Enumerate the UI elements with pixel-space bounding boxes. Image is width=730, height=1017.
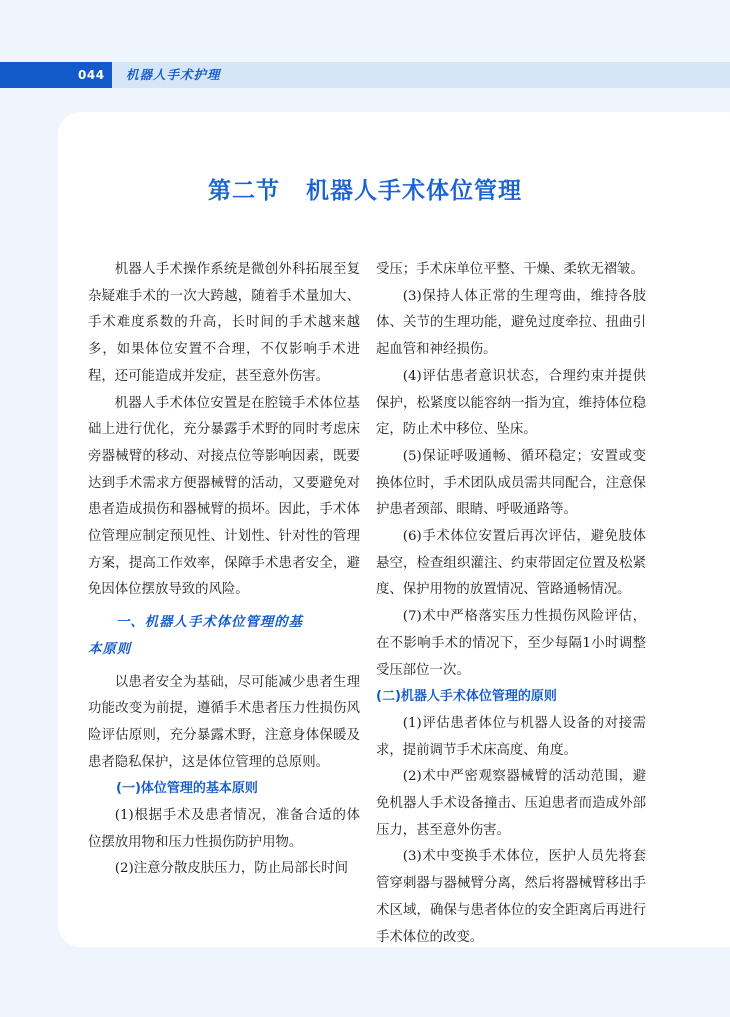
paragraph: (7)术中严格落实压力性损伤风险评估，在不影响手术的情况下，至少每隔1小时调整受压部位一次。 (376, 609, 646, 678)
paragraph: 受压；手术床单位平整、干燥、柔软无褶皱。 (376, 262, 644, 277)
book-title: 机器人手术护理 (126, 67, 221, 82)
paragraph: (6)手术体位安置后再次评估，避免肢体悬空，检查组织灌注、约束带固定位置及松紧度、保护用物的放置情况、管路通畅情况。 (376, 529, 646, 598)
section-title (0, 172, 730, 205)
paragraph: (1)评估患者体位与机器人设备的对接需求，提前调节手术床高度、角度。 (376, 715, 646, 758)
running-header (0, 62, 730, 88)
heading-level-1-continued: 本原则 (88, 641, 132, 657)
paragraph: 以患者安全为基础，尽可能减少患者生理功能改变为前提，遵循手术患者压力性损伤风险评估原则，充分暴露术野，注意身体保暖及患者隐私保护，这是体位管理的总原则。 (88, 674, 360, 770)
paragraph: (3)保持人体正常的生理弯曲，维持各肢体、关节的生理功能，避免过度牵拉、扭曲引起血管和神经损伤。 (376, 288, 646, 358)
heading-level-1: 一、机器人手术体位管理的基 (116, 615, 304, 631)
section-label: 第二节 (208, 178, 280, 204)
paragraph: (3)术中变换手术体位，医护人员先将套管穿刺器与器械臂分离，然后将器械臂移出手术区域，确保与患者体位的安全距离后再进行手术体位的改变。 (376, 849, 646, 945)
paragraph: (5)保证呼吸通畅、循环稳定；安置或变换体位时，手术团队成员需共同配合，注意保护患者颈部、眼睛、呼吸通路等。 (376, 448, 646, 518)
right-column (376, 257, 646, 951)
heading-level-2: (二)机器人手术体位管理的原则 (376, 689, 557, 705)
paragraph: 机器人手术操作系统是微创外科拓展至复杂疑难手术的一次大跨越，随着手术量加大、手术难度系数的升高，长时间的手术越来越多，如果体位安置不合理，不仅影响手术进程，还可能造成并发症，甚至意外伤害。 (88, 262, 360, 384)
page-number: 044 (78, 68, 105, 82)
paragraph: (4)评估患者意识状态，合理约束并提供保护，松紧度以能容纳一指为宜，维持体位稳定，防止术中移位、坠床。 (376, 368, 646, 438)
paragraph: (2)注意分散皮肤压力，防止局部长时间 (114, 861, 349, 877)
section-heading: 机器人手术体位管理 (306, 178, 522, 204)
left-column (88, 257, 360, 883)
paragraph: 机器人手术体位安置是在腔镜手术体位基础上进行优化，充分暴露手术野的同时考虑床旁器械臂的移动、对接点位等影响因素，既要达到手术需求方便器械臂的活动，又要避免对患者造成损伤和器械臂的损坏。因此，手术体位管理应制定预见性、计划性、针对性的管理方案，提高工作效率，保障手术患者安全，避免因体位摆放导致的风险。 (88, 395, 360, 598)
heading-level-2: (一)体位管理的基本原则 (116, 781, 258, 797)
paragraph: (2)术中严密观察器械臂的活动范围，避免机器人手术设备撞击、压迫患者而造成外部压力，甚至意外伤害。 (376, 769, 646, 838)
paragraph: (1)根据手术及患者情况，准备合适的体位摆放用物和压力性损伤防护用物。 (88, 808, 360, 850)
